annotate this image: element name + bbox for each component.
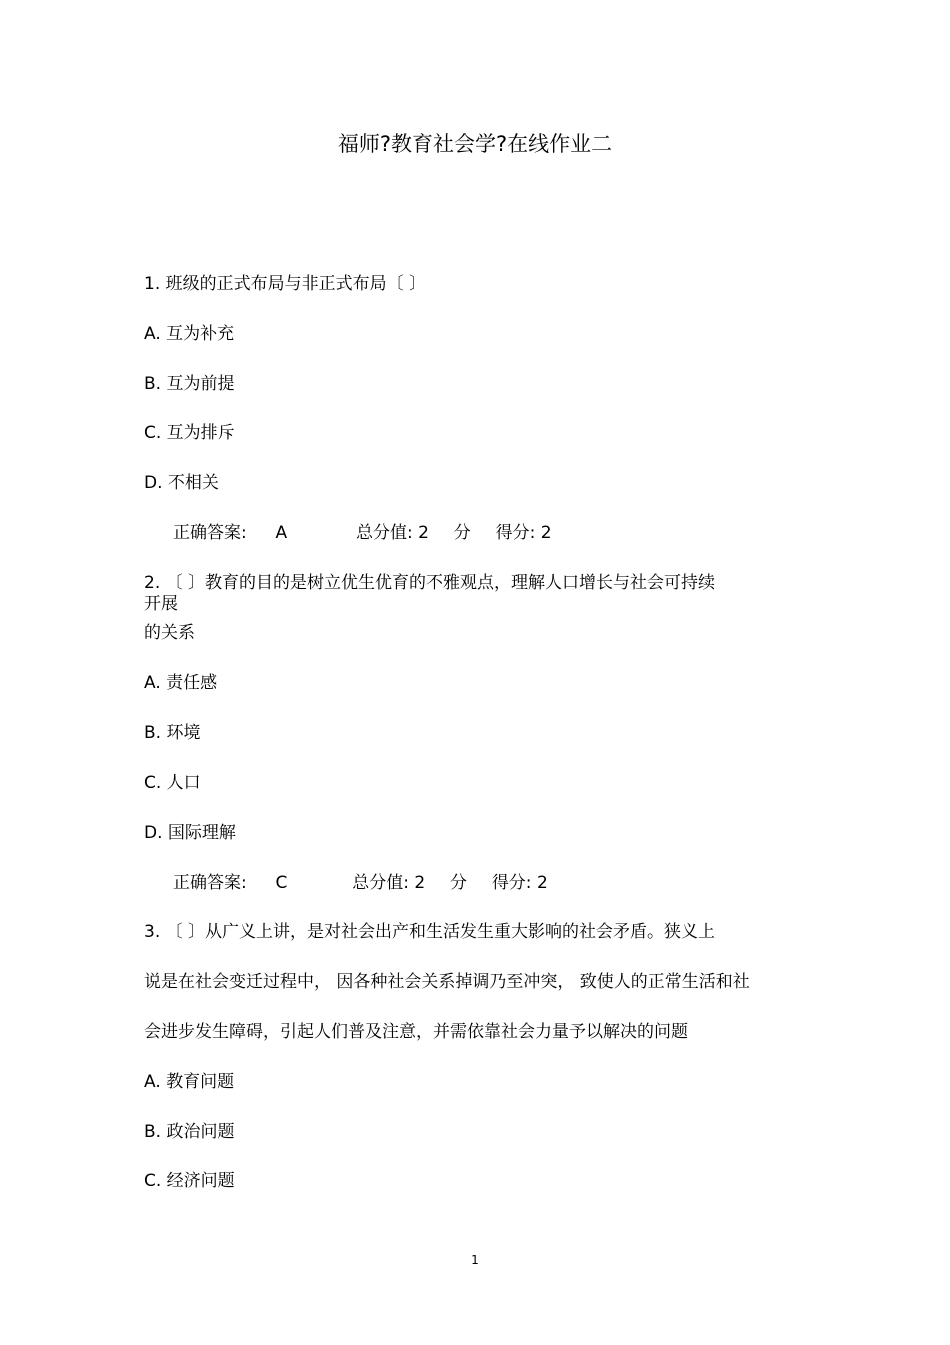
question-3-stem-line-3: 会进步发生障碍，引起人们普及注意，并需依靠社会力量予以解决的问题 bbox=[144, 1022, 688, 1042]
question-3-option-b: B. 政治问题 bbox=[144, 1122, 235, 1142]
question-2-stem-line-1: 2. 〔 〕教育的目的是树立优生优育的不雅观点，理解人口增长与社会可持续 bbox=[144, 573, 716, 593]
question-1-option-a: A. 互为补充 bbox=[144, 324, 235, 344]
correct-answer: C bbox=[275, 873, 288, 893]
score-unit: 分 bbox=[453, 523, 471, 543]
answer-label: 正确答案: bbox=[173, 873, 247, 893]
question-2-stem-line-3: 的关系 bbox=[144, 623, 195, 643]
total-score: 总分值: 2 bbox=[356, 523, 429, 543]
document-title: 福师?教育社会学?在线作业二 bbox=[337, 132, 613, 156]
earned-score: 得分: 2 bbox=[495, 523, 552, 543]
question-3-option-a: A. 教育问题 bbox=[144, 1072, 235, 1092]
question-1-option-d: D. 不相关 bbox=[144, 473, 219, 493]
question-1-stem: 1. 班级的正式布局与非正式布局〔 〕 bbox=[144, 274, 427, 294]
question-3-stem-line-2: 说是在社会变迁过程中， 因各种社会关系掉调乃至冲突， 致使人的正常生活和社 bbox=[144, 972, 750, 992]
total-score: 总分值: 2 bbox=[352, 873, 426, 893]
question-1-answer-row bbox=[173, 522, 552, 544]
question-1-option-c: C. 互为排斥 bbox=[144, 423, 235, 443]
question-1-option-b: B. 互为前提 bbox=[144, 374, 235, 394]
earned-score: 得分: 2 bbox=[491, 873, 548, 893]
page-number: 1 bbox=[471, 1253, 479, 1267]
correct-answer: A bbox=[275, 523, 288, 543]
question-2-option-c: C. 人口 bbox=[144, 773, 201, 793]
question-2-stem-line-2: 开展 bbox=[144, 594, 178, 614]
question-2-option-b: B. 环境 bbox=[144, 723, 201, 743]
question-2-answer-row bbox=[173, 872, 548, 894]
question-3-option-c: C. 经济问题 bbox=[144, 1171, 235, 1191]
question-2-option-d: D. 国际理解 bbox=[144, 823, 236, 843]
question-3-stem-line-1: 3. 〔 〕从广义上讲，是对社会出产和生活发生重大影响的社会矛盾。狭义上 bbox=[144, 922, 716, 942]
score-unit: 分 bbox=[450, 873, 467, 893]
question-2-option-a: A. 责任感 bbox=[144, 673, 218, 693]
answer-label: 正确答案: bbox=[173, 523, 247, 543]
